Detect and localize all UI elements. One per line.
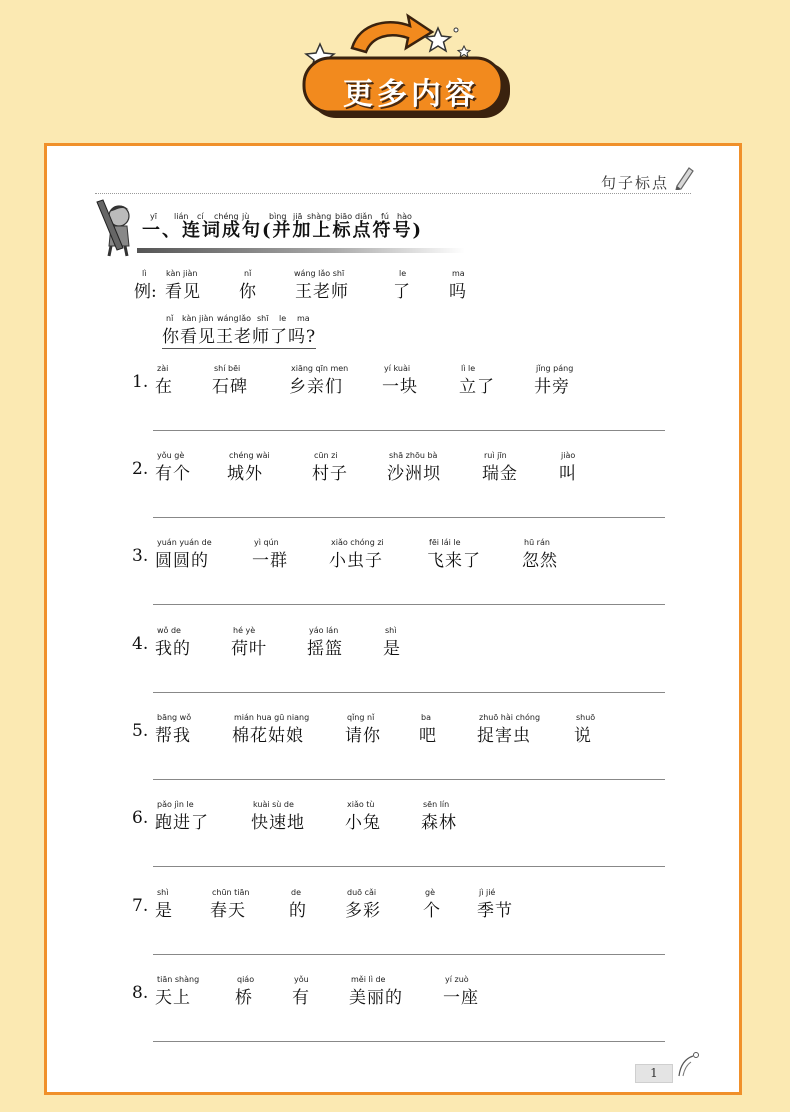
word-chip: 看见 xyxy=(165,282,201,302)
answer-pinyin: shī xyxy=(257,314,269,323)
word-chip: 说 xyxy=(574,726,592,746)
header-label: 句子标点 xyxy=(600,174,669,192)
question-number: 8. xyxy=(132,983,149,1003)
section-pinyin: lián xyxy=(174,212,189,221)
word-chip: 个 xyxy=(423,901,441,921)
word-pinyin: wáng lǎo shī xyxy=(294,269,345,278)
word-chip: 快速地 xyxy=(251,813,305,833)
example-answer: 你看见王老师了吗? xyxy=(162,322,316,349)
word-chip: 春天 xyxy=(210,901,246,921)
word-chip: 多彩 xyxy=(345,901,381,921)
word-chip: 是 xyxy=(155,901,173,921)
word-chip: 我的 xyxy=(155,639,191,659)
word-pinyin: yì qún xyxy=(254,538,279,547)
word-pinyin: gè xyxy=(425,888,435,897)
word-chip: 小兔 xyxy=(345,813,381,833)
example-label: 例: xyxy=(134,282,157,302)
section-pinyin: cí xyxy=(197,212,204,221)
word-pinyin: qǐng nǐ xyxy=(347,713,375,722)
question-number: 5. xyxy=(132,721,149,741)
word-pinyin: shuō xyxy=(576,713,596,722)
word-chip: 跑进了 xyxy=(155,813,209,833)
answer-pinyin: lǎo xyxy=(239,314,252,323)
question-number: 2. xyxy=(132,459,149,479)
section-pinyin: diǎn xyxy=(355,212,373,221)
word-pinyin: chéng wài xyxy=(229,451,270,460)
question-number: 6. xyxy=(132,808,149,828)
banner-label: 更多内容 xyxy=(343,77,479,112)
section-pinyin: jiā xyxy=(293,212,303,221)
word-pinyin: xiāng qīn men xyxy=(291,364,349,373)
word-pinyin: měi lì de xyxy=(351,975,386,984)
word-pinyin: lì le xyxy=(461,364,476,373)
word-pinyin: xiǎo tù xyxy=(347,800,375,809)
word-pinyin: yǒu xyxy=(294,975,309,984)
word-chip: 瑞金 xyxy=(482,464,518,484)
question-number: 1. xyxy=(132,372,149,392)
word-pinyin: hé yè xyxy=(233,626,256,635)
word-pinyin: ma xyxy=(452,269,465,278)
word-chip: 立了 xyxy=(459,377,495,397)
word-pinyin: yuán yuán de xyxy=(157,538,212,547)
section-pinyin: fú xyxy=(381,212,389,221)
word-pinyin: shí bēi xyxy=(214,364,241,373)
word-pinyin: de xyxy=(291,888,301,897)
section-pinyin: yī xyxy=(150,212,157,221)
word-chip: 桥 xyxy=(235,988,253,1008)
question-number: 7. xyxy=(132,896,149,916)
section-pinyin: shàng xyxy=(307,212,332,221)
word-chip: 叫 xyxy=(559,464,577,484)
word-pinyin: hū rán xyxy=(524,538,550,547)
word-pinyin: chūn tiān xyxy=(212,888,250,897)
word-chip: 你 xyxy=(239,282,257,302)
word-chip: 捉害虫 xyxy=(477,726,531,746)
word-chip: 一群 xyxy=(252,551,288,571)
word-pinyin: jiào xyxy=(561,451,576,460)
word-pinyin: sēn lín xyxy=(423,800,450,809)
word-pinyin: kuài sù de xyxy=(253,800,294,809)
answer-line[interactable] xyxy=(153,779,665,780)
word-chip: 沙洲坝 xyxy=(387,464,441,484)
word-pinyin: zài xyxy=(157,364,169,373)
word-pinyin: shì xyxy=(157,888,169,897)
word-pinyin: fēi lái le xyxy=(429,538,461,547)
word-pinyin: zhuō hài chóng xyxy=(479,713,541,722)
answer-line[interactable] xyxy=(153,604,665,605)
word-chip: 帮我 xyxy=(155,726,191,746)
boy-writing-icon xyxy=(93,198,137,258)
word-chip: 乡亲们 xyxy=(289,377,343,397)
star-icon xyxy=(458,46,470,57)
word-pinyin: qiáo xyxy=(237,975,255,984)
word-pinyin: yáo lán xyxy=(309,626,339,635)
word-chip: 荷叶 xyxy=(231,639,267,659)
word-pinyin: nǐ xyxy=(244,269,252,278)
word-pinyin: duō cǎi xyxy=(347,888,377,897)
answer-line[interactable] xyxy=(153,430,665,431)
word-chip: 村子 xyxy=(312,464,348,484)
word-chip: 有个 xyxy=(155,464,191,484)
word-pinyin: ruì jīn xyxy=(484,451,507,460)
answer-pinyin: le xyxy=(279,314,287,323)
answer-line[interactable] xyxy=(153,866,665,867)
word-chip: 在 xyxy=(155,377,173,397)
section-pinyin: bìng xyxy=(269,212,287,221)
section-underline xyxy=(137,248,465,253)
word-chip: 有 xyxy=(292,988,310,1008)
answer-line[interactable] xyxy=(153,692,665,693)
question-number: 4. xyxy=(132,634,149,654)
word-pinyin: yí kuài xyxy=(384,364,411,373)
word-chip: 一块 xyxy=(382,377,418,397)
word-pinyin: le xyxy=(399,269,407,278)
worksheet-page xyxy=(44,143,742,1095)
answer-pinyin: nǐ xyxy=(166,314,174,323)
answer-line[interactable] xyxy=(153,954,665,955)
word-pinyin: mián hua gū niang xyxy=(234,713,310,722)
word-chip: 了 xyxy=(393,282,411,302)
word-chip: 森林 xyxy=(421,813,457,833)
word-pinyin: shā zhōu bà xyxy=(389,451,438,460)
word-pinyin: yí zuò xyxy=(445,975,469,984)
answer-pinyin: jiàn xyxy=(199,314,214,323)
word-chip: 忽然 xyxy=(522,551,558,571)
word-chip: 圆圆的 xyxy=(155,551,209,571)
answer-line[interactable] xyxy=(153,517,665,518)
word-chip: 美丽的 xyxy=(349,988,403,1008)
answer-line[interactable] xyxy=(153,1041,665,1042)
page-number: 1 xyxy=(635,1064,673,1083)
word-chip: 一座 xyxy=(443,988,479,1008)
swirl-icon xyxy=(675,1050,701,1078)
word-chip: 棉花姑娘 xyxy=(232,726,304,746)
word-chip: 石碑 xyxy=(212,377,248,397)
word-chip: 是 xyxy=(383,639,401,659)
word-chip: 城外 xyxy=(227,464,263,484)
header-divider xyxy=(95,193,691,194)
word-pinyin: cūn zi xyxy=(314,451,338,460)
word-chip: 小虫子 xyxy=(329,551,383,571)
word-pinyin: shì xyxy=(385,626,397,635)
word-pinyin: kàn jiàn xyxy=(166,269,198,278)
arrow-icon xyxy=(352,16,432,52)
word-pinyin: jì jié xyxy=(479,888,496,897)
word-pinyin: yǒu gè xyxy=(157,451,185,460)
more-content-banner[interactable] xyxy=(290,8,530,128)
answer-pinyin: wáng xyxy=(217,314,239,323)
word-chip: 王老师 xyxy=(295,282,349,302)
word-pinyin: ba xyxy=(421,713,431,722)
section-title: 一、连词成句(并加上标点符号) xyxy=(142,220,424,241)
word-pinyin: wǒ de xyxy=(157,626,181,635)
word-pinyin: tiān shàng xyxy=(157,975,200,984)
word-pinyin: bāng wǒ xyxy=(157,713,192,722)
word-pinyin: jǐng páng xyxy=(536,364,574,373)
word-chip: 的 xyxy=(289,901,307,921)
section-pinyin: jù xyxy=(242,212,250,221)
pencil-icon xyxy=(673,164,695,190)
word-chip: 井旁 xyxy=(534,377,570,397)
word-pinyin: pǎo jìn le xyxy=(157,800,194,809)
answer-pinyin: kàn xyxy=(182,314,197,323)
section-pinyin: biāo xyxy=(335,212,353,221)
word-pinyin: xiǎo chóng zi xyxy=(331,538,384,547)
word-chip: 摇篮 xyxy=(307,639,343,659)
word-chip: 吧 xyxy=(419,726,437,746)
answer-pinyin: ma xyxy=(297,314,310,323)
section-pinyin: chéng xyxy=(214,212,239,221)
word-chip: 季节 xyxy=(477,901,513,921)
word-chip: 天上 xyxy=(155,988,191,1008)
question-number: 3. xyxy=(132,546,149,566)
word-chip: 飞来了 xyxy=(427,551,481,571)
section-pinyin: hào xyxy=(397,212,412,221)
example-label-pinyin: lì xyxy=(142,269,147,278)
word-chip: 吗 xyxy=(449,282,467,302)
word-chip: 请你 xyxy=(345,726,381,746)
